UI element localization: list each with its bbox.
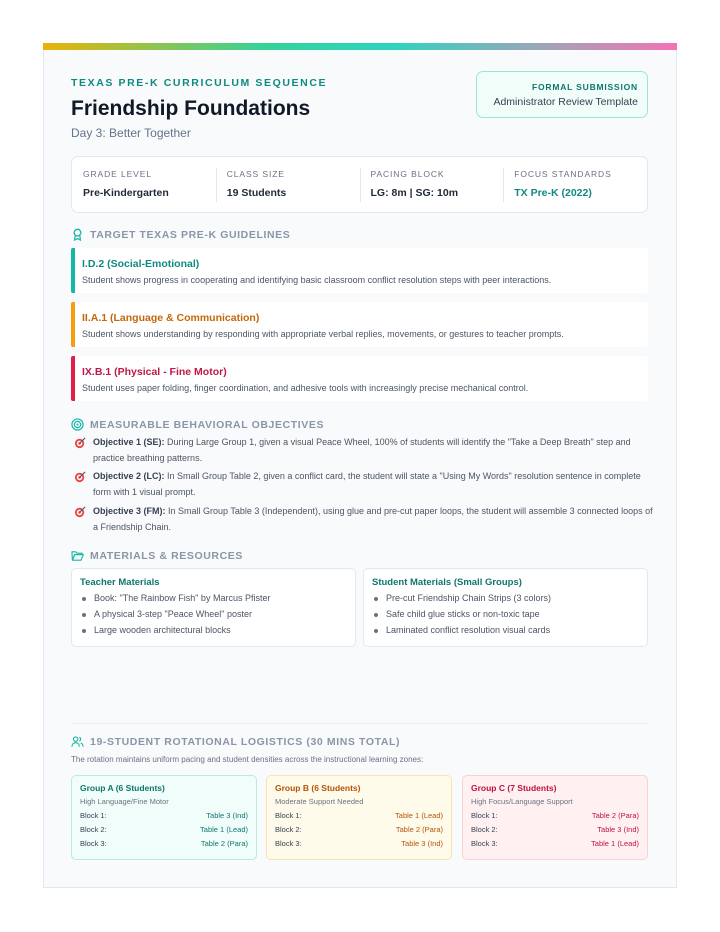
folder-open-icon: [71, 549, 84, 562]
meta-grade-level: [72, 157, 216, 212]
guidelines-heading: [71, 228, 290, 241]
group-name: Group B (6 Students): [275, 783, 361, 793]
meta-label: GRADE LEVEL: [83, 169, 152, 179]
block-label: Block 1:: [471, 811, 498, 820]
meta-value: 19 Students: [226, 187, 287, 199]
block-row: [80, 811, 248, 820]
block-label: Block 3:: [80, 839, 107, 848]
list-item: Pre-cut Friendship Chain Strips (3 colors): [372, 593, 647, 609]
block-label: Block 3:: [471, 839, 498, 848]
submission-template: Administrator Review Template: [493, 96, 638, 108]
block-value: Table 2 (Para): [200, 839, 248, 848]
meta-label: CLASS SIZE: [226, 169, 285, 179]
block-value: Table 1 (Lead): [591, 839, 639, 848]
block-row: [471, 825, 639, 834]
users-icon: [71, 735, 84, 748]
group-card-b: [266, 775, 452, 860]
materials-title: Teacher Materials: [80, 577, 160, 588]
block-row: [275, 811, 443, 820]
accent-bar: [71, 356, 75, 401]
materials-title: Student Materials (Small Groups): [372, 577, 522, 588]
block-row: [80, 825, 248, 834]
meta-label: PACING BLOCK: [370, 169, 445, 179]
lesson-meta-card: [71, 156, 648, 213]
student-materials-list: [372, 593, 647, 641]
logistics-heading: [71, 735, 400, 748]
award-icon: [71, 228, 84, 241]
block-value: Table 2 (Para): [591, 811, 639, 820]
block-row: [471, 839, 639, 848]
guideline-description: Student uses paper folding, finger coordination, and adhesive tools with increasingly precise mechanical control.: [82, 383, 529, 393]
guideline-description: Student shows understanding by responding with appropriate verbal replies, movements, or gestures to teacher prompts.: [82, 329, 564, 339]
objective-label: Objective 1 (SE):: [93, 437, 165, 447]
page-title: Friendship Foundations: [71, 97, 311, 120]
materials-heading: [71, 549, 243, 562]
group-name: Group C (7 Students): [471, 783, 557, 793]
group-subtitle: High Focus/Language Support: [471, 797, 573, 806]
logistics-note: The rotation maintains uniform pacing and student densities across the instructional learning zones:: [71, 755, 424, 764]
objective-text: In Small Group Table 3 (Independent), using glue and pre-cut paper loops, the student will assemble 3 connected loops of a Friendship Chain.: [93, 506, 653, 532]
group-card-c: [462, 775, 648, 860]
meta-value: Pre-Kindergarten: [83, 187, 169, 199]
student-materials-card: [363, 568, 648, 647]
guideline-title: I.D.2 (Social-Emotional): [82, 258, 200, 270]
block-value: Table 3 (Ind): [597, 825, 639, 834]
guideline-description: Student shows progress in cooperating and identifying basic classroom conflict resolution steps with peer interactions.: [82, 275, 552, 285]
dart-target-icon: [74, 436, 87, 449]
guideline-card: [71, 356, 648, 401]
objective-label: Objective 3 (FM):: [93, 506, 166, 516]
group-card-a: [71, 775, 257, 860]
dart-target-icon: [74, 505, 87, 518]
curriculum-kicker: TEXAS PRE-K CURRICULUM SEQUENCE: [71, 77, 328, 89]
guideline-card: [71, 302, 648, 347]
block-row: [471, 811, 639, 820]
objective-item: [74, 469, 654, 500]
block-label: Block 3:: [275, 839, 302, 848]
list-item: A physical 3-step "Peace Wheel" poster: [80, 609, 355, 625]
section-title: MATERIALS & RESOURCES: [90, 549, 243, 562]
block-value: Table 1 (Lead): [395, 811, 443, 820]
objective-item: [74, 504, 654, 535]
meta-pacing-block: [360, 157, 504, 212]
list-item: Safe child glue sticks or non-toxic tape: [372, 609, 647, 625]
guideline-title: IX.B.1 (Physical - Fine Motor): [82, 366, 227, 378]
block-row: [275, 839, 443, 848]
meta-class-size: [216, 157, 360, 212]
page-subtitle: Day 3: Better Together: [71, 126, 191, 140]
list-item: Laminated conflict resolution visual cards: [372, 625, 647, 641]
submission-badge: [476, 71, 648, 118]
block-label: Block 1:: [80, 811, 107, 820]
section-title: 19-STUDENT ROTATIONAL LOGISTICS (30 MINS TOTAL): [90, 735, 401, 748]
block-label: Block 1:: [275, 811, 302, 820]
section-title: TARGET TEXAS PRE-K GUIDELINES: [90, 228, 291, 241]
accent-bar: [71, 248, 75, 293]
group-subtitle: Moderate Support Needed: [275, 797, 364, 806]
objective-text: During Large Group 1, given a visual Peace Wheel, 100% of students will identify the "Take a Deep Breath" step and practice breathing patterns.: [93, 437, 631, 463]
block-label: Block 2:: [275, 825, 302, 834]
target-icon: [71, 418, 84, 431]
block-label: Block 2:: [80, 825, 107, 834]
submission-label: FORMAL SUBMISSION: [532, 82, 638, 92]
list-item: Book: "The Rainbow Fish" by Marcus Pfister: [80, 593, 355, 609]
block-value: Table 2 (Para): [395, 825, 443, 834]
block-label: Block 2:: [471, 825, 498, 834]
objective-item: [74, 435, 654, 466]
block-value: Table 3 (Ind): [206, 811, 248, 820]
section-title: MEASURABLE BEHAVIORAL OBJECTIVES: [90, 418, 325, 431]
objectives-heading: [71, 418, 324, 431]
guideline-title: II.A.1 (Language & Communication): [82, 312, 260, 324]
gradient-top-bar: [43, 43, 677, 50]
meta-label: FOCUS STANDARDS: [514, 169, 612, 179]
list-item: Large wooden architectural blocks: [80, 625, 355, 641]
teacher-materials-card: [71, 568, 356, 647]
accent-bar: [71, 302, 75, 347]
teacher-materials-list: [80, 593, 355, 641]
objective-label: Objective 2 (LC):: [93, 471, 165, 481]
block-value: Table 1 (Lead): [200, 825, 248, 834]
group-name: Group A (6 Students): [80, 783, 165, 793]
meta-value: LG: 8m | SG: 10m: [370, 187, 459, 199]
dart-target-icon: [74, 470, 87, 483]
guideline-card: [71, 248, 648, 293]
section-divider: [71, 723, 648, 724]
meta-value: TX Pre-K (2022): [514, 187, 592, 199]
objective-text: In Small Group Table 2, given a conflict card, the student will state a "Using My Words" resolution sentence in complete form with 1 visual prompt.: [93, 471, 641, 497]
meta-focus-standards: [503, 157, 647, 212]
block-row: [80, 839, 248, 848]
group-subtitle: High Language/Fine Motor: [80, 797, 169, 806]
block-value: Table 3 (Ind): [401, 839, 443, 848]
block-row: [275, 825, 443, 834]
